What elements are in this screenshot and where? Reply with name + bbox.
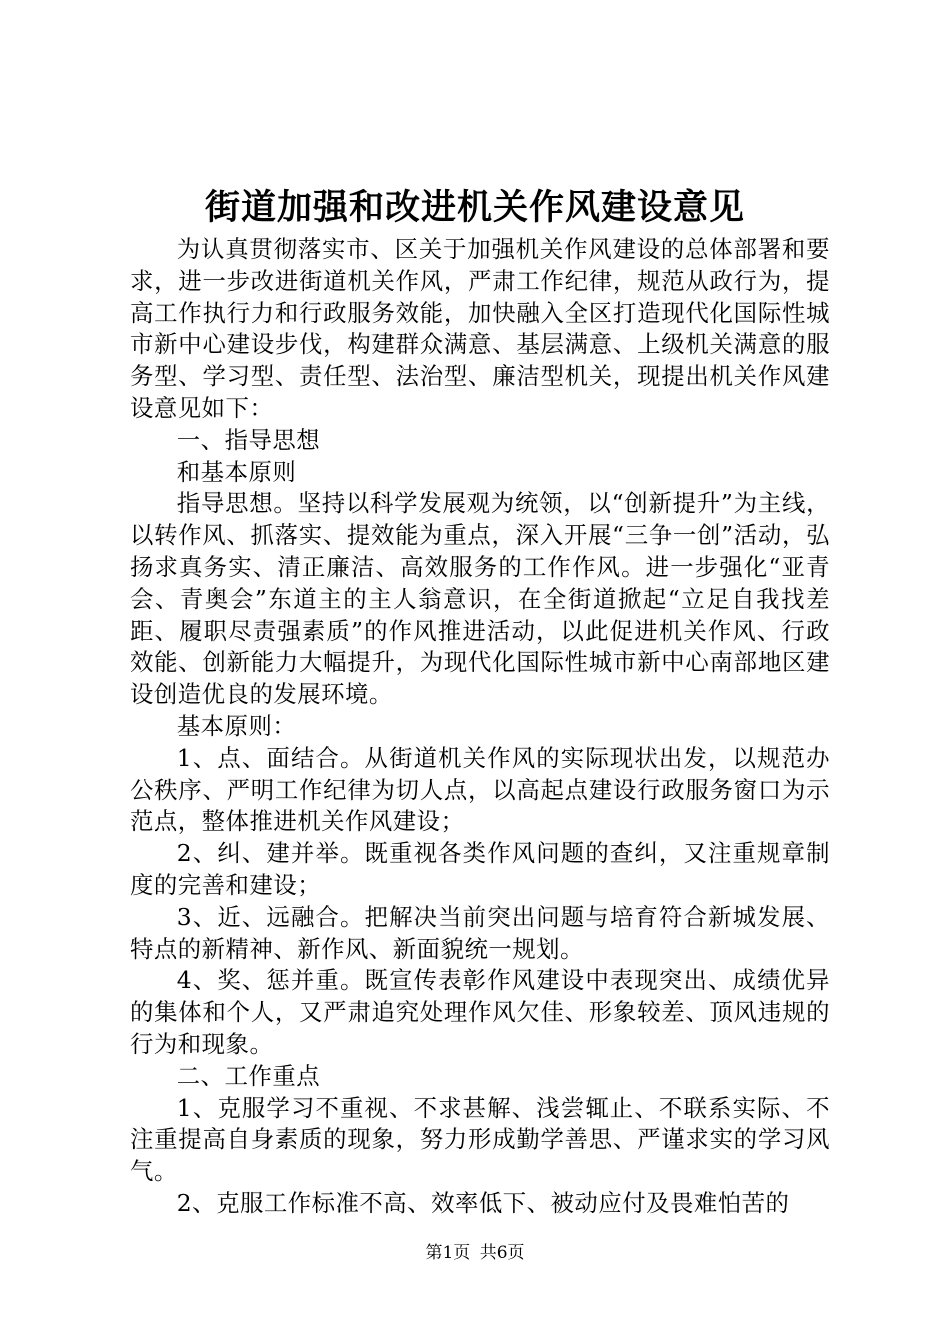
heading-basic-principles: 和基本原则 xyxy=(176,457,297,486)
heading-work-focus: 二、工作重点 xyxy=(176,1061,321,1090)
document-body xyxy=(130,234,830,1220)
document-title: 街道加强和改进机关作风建设意见 xyxy=(204,187,745,228)
heading-guiding-ideology: 一、指导思想 xyxy=(176,425,321,454)
paragraph-focus-2: 2、克服工作标准不高、效率低下、被动应付及畏难怕苦的 xyxy=(176,1188,790,1217)
paragraph-principle-4: 4、奖、惩并重。既宣传表彰作风建设中表现突出、成绩优异的集体和个人，又严肃追究处理作风欠佳、形象较差、顶风违规的行为和现象。 xyxy=(130,966,830,1058)
page-total: 共6页 xyxy=(479,1243,525,1263)
paragraph-principles-label: 基本原则： xyxy=(176,711,297,740)
paragraph-principle-2: 2、纠、建并举。既重视各类作风问题的查纠，又注重规章制度的完善和建设； xyxy=(130,839,830,899)
paragraph-intro: 为认真贯彻落实市、区关于加强机关作风建设的总体部署和要求，进一步改进街道机关作风，严肃工作纪律，规范从政行为，提高工作执行力和行政服务效能，加快融入全区打造现代化国际性城市新中心建设步伐，构建群众满意、基层满意、上级机关满意的服务型、学习型、责任型、法治型、廉洁型机关，现提出机关作风建设意见如下： xyxy=(130,235,830,422)
page-number: 第1页 xyxy=(425,1243,471,1263)
paragraph-guiding-ideology: 指导思想。坚持以科学发展观为统领，以“创新提升”为主线，以转作风、抓落实、提效能为重点，深入开展“三争一创”活动，弘扬求真务实、清正廉洁、高效服务的工作作风。进一步强化“亚青会、青奥会”东道主的主人翁意识，在全街道掀起“立足自我找差距、履职尽责强素质”的作风推进活动，以此促进机关作风、行政效能、创新能力大幅提升，为现代化国际性城市新中心南部地区建设创造优良的发展环境。 xyxy=(130,489,830,709)
paragraph-principle-3: 3、近、远融合。把解决当前突出问题与培育符合新城发展、特点的新精神、新作风、新面貌统一规划。 xyxy=(130,902,830,963)
paragraph-focus-1: 1、克服学习不重视、不求甚解、浅尝辄止、不联系实际、不注重提高自身素质的现象，努力形成勤学善思、严谨求实的学习风气。 xyxy=(130,1093,830,1186)
paragraph-principle-1: 1、点、面结合。从街道机关作风的实际现状出发，以规范办公秩序、严明工作纪律为切人点，以高起点建设行政服务窗口为示范点，整体推进机关作风建设； xyxy=(130,743,830,836)
page-footer xyxy=(0,1241,950,1265)
